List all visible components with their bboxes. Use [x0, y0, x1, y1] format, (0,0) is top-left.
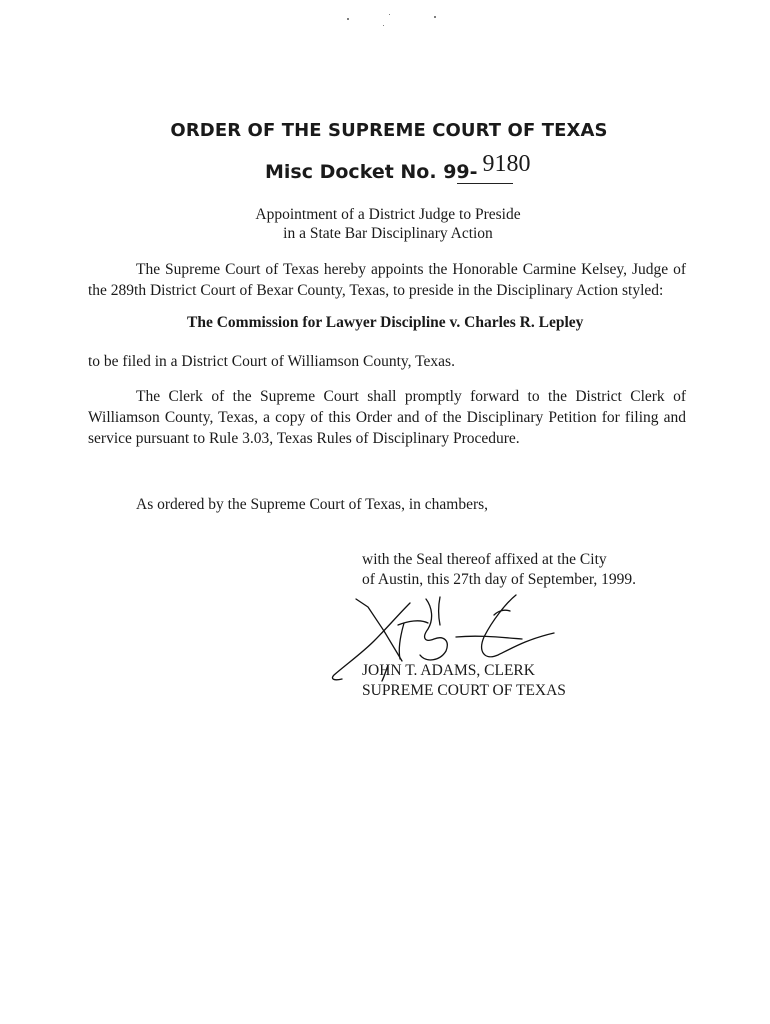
- subject-line-2: in a State Bar Disciplinary Action: [283, 225, 493, 242]
- seal-line-1: with the Seal thereof affixed at the City: [362, 551, 607, 568]
- scan-speck: [347, 18, 349, 20]
- scan-speck: [383, 25, 384, 26]
- scan-speck: [434, 16, 436, 18]
- appointment-text: The Supreme Court of Texas hereby appoints the Honorable Carmine Kelsey, Judge of the 289th District Court of Bexar County, Texas, to preside in the Disciplinary Action styled:: [88, 261, 686, 299]
- order-title: ORDER OF THE SUPREME COURT OF TEXAS: [170, 120, 608, 141]
- subject-line-1: Appointment of a District Judge to Preside: [255, 206, 521, 223]
- clerk-office: SUPREME COURT OF TEXAS: [362, 682, 566, 699]
- filing-venue-paragraph: to be filed in a District Court of Williamson County, Texas.: [88, 353, 455, 370]
- ordered-text: As ordered by the Supreme Court of Texas, in chambers,: [136, 496, 489, 513]
- clerk-signature-block: [362, 661, 566, 701]
- clerk-name: JOHN T. ADAMS, CLERK: [362, 662, 535, 679]
- seal-line-2: of Austin, this 27th day of September, 1999.: [362, 571, 637, 588]
- docket-underline: [457, 183, 513, 184]
- seal-attestation: [362, 550, 636, 590]
- ordered-paragraph: [88, 494, 686, 515]
- scan-speck: [389, 14, 390, 15]
- docket-line: [265, 151, 536, 185]
- appointment-paragraph: [88, 259, 686, 301]
- case-style: The Commission for Lawyer Discipline v. Charles R. Lepley: [187, 314, 584, 331]
- order-subject: [0, 205, 770, 243]
- clerk-instruction-paragraph: [88, 386, 686, 449]
- clerk-instruction-text: The Clerk of the Supreme Court shall promptly forward to the District Clerk of Williamson County, Texas, a copy of this Order and of the Disciplinary Petition for filing and service pursuant to Rule 3.03, Texas Rules of Disciplinary Procedure.: [88, 388, 686, 447]
- docket-label: Misc Docket No. 99-: [265, 161, 478, 183]
- docket-number: 9180: [482, 151, 531, 177]
